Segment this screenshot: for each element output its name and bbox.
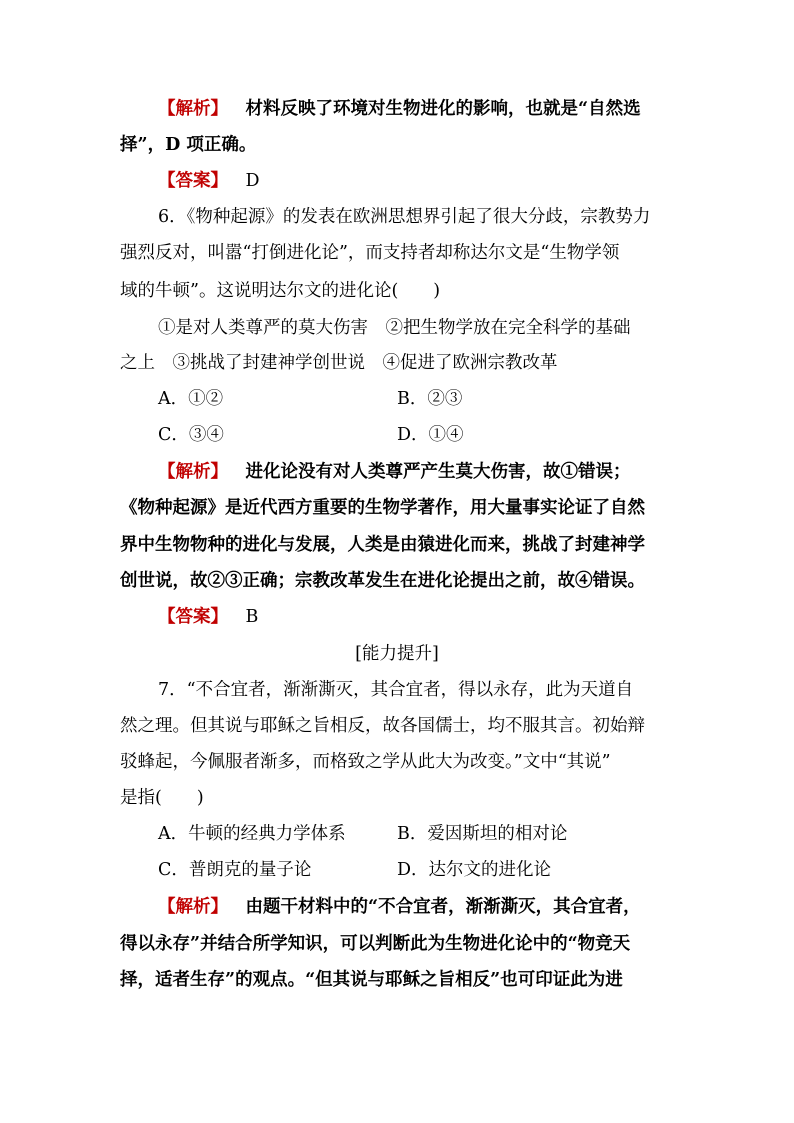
q5-analysis-text-2: 择”，D 项正确。 [120, 135, 257, 155]
q5-analysis-line-2 [120, 134, 794, 156]
q7-analysis-line-3: 择，适者生存”的观点。“但其说与耶稣之旨相反”也可印证此为进 [120, 970, 623, 990]
section-title: [能力提升] [355, 644, 439, 664]
q6-option-d[interactable]: D．①④ [397, 425, 464, 445]
q6-analysis-text-1: 进化论没有对人类尊严产生莫大伤害，故①错误； [245, 462, 631, 482]
q5-analysis-text-1: 材料反映了环境对生物进化的影响，也就是“自然选 [245, 99, 641, 119]
q7-stem-line-2: 然之理。但其说与耶稣之旨相反，故各国儒士，均不服其言。初始辩 [120, 716, 645, 736]
q5-answer-line [158, 170, 794, 192]
q5-analysis-label: 【解析】 [158, 99, 228, 119]
q6-items-line-2: 之上 ③挑战了封建神学创世说 ④促进了欧洲宗教改革 [120, 353, 558, 373]
q6-analysis-line-4: 创世说，故②③正确；宗教改革发生在进化论提出之前，故④错误。 [120, 571, 645, 591]
q6-stem-line-2: 强烈反对，叫嚣“打倒进化论”，而支持者却称达尔文是“生物学领 [120, 243, 620, 263]
q7-analysis-label: 【解析】 [158, 897, 228, 917]
q7-option-d[interactable]: D．达尔文的进化论 [397, 860, 552, 880]
q6-option-b[interactable]: B．②③ [397, 389, 463, 409]
q6-items-line-1: ①是对人类尊严的莫大伤害 ②把生物学放在完全科学的基础 [158, 318, 631, 338]
q5-analysis-line-1 [158, 98, 794, 120]
q6-stem-line-1: 6．《物种起源》的发表在欧洲思想界引起了很大分歧，宗教势力 [158, 207, 651, 227]
q7-option-c[interactable]: C．普朗克的量子论 [158, 860, 312, 880]
q6-analysis-line-1 [158, 461, 794, 483]
q6-answer-label: 【答案】 [158, 607, 228, 627]
q6-option-c[interactable]: C．③④ [158, 425, 224, 445]
q7-option-a[interactable]: A．牛顿的经典力学体系 [158, 824, 346, 844]
q5-answer: D [245, 171, 260, 191]
q6-analysis-line-3: 界中生物物种的进化与发展，人类是由猿进化而来，挑战了封建神学 [120, 535, 645, 555]
q7-analysis-text-1: 由题干材料中的“不合宜者，渐渐澌灭，其合宜者， [245, 897, 641, 917]
q7-option-b[interactable]: B．爱因斯坦的相对论 [397, 824, 568, 844]
q6-analysis-line-2: 《物种起源》是近代西方重要的生物学著作，用大量事实论证了自然 [120, 498, 645, 518]
q6-stem-line-3: 域的牛顿”。这说明达尔文的进化论( ) [120, 281, 441, 301]
q7-analysis-line-1 [158, 896, 794, 918]
q7-stem-line-4: 是指( ) [120, 788, 204, 808]
q6-answer-line [158, 606, 794, 628]
q6-answer: B [245, 607, 259, 627]
q7-stem-line-1: 7．“不合宜者，渐渐澌灭，其合宜者，得以永存，此为天道自 [158, 680, 634, 700]
q7-stem-line-3: 驳蜂起，今佩服者渐多，而格致之学从此大为改变。”文中“其说” [120, 752, 611, 772]
q7-analysis-line-2: 得以永存”并结合所学知识，可以判断此为生物进化论中的“物竞天 [120, 934, 631, 954]
q5-answer-label: 【答案】 [158, 171, 228, 191]
q6-analysis-label: 【解析】 [158, 462, 228, 482]
q6-option-a[interactable]: A．①② [158, 389, 224, 409]
